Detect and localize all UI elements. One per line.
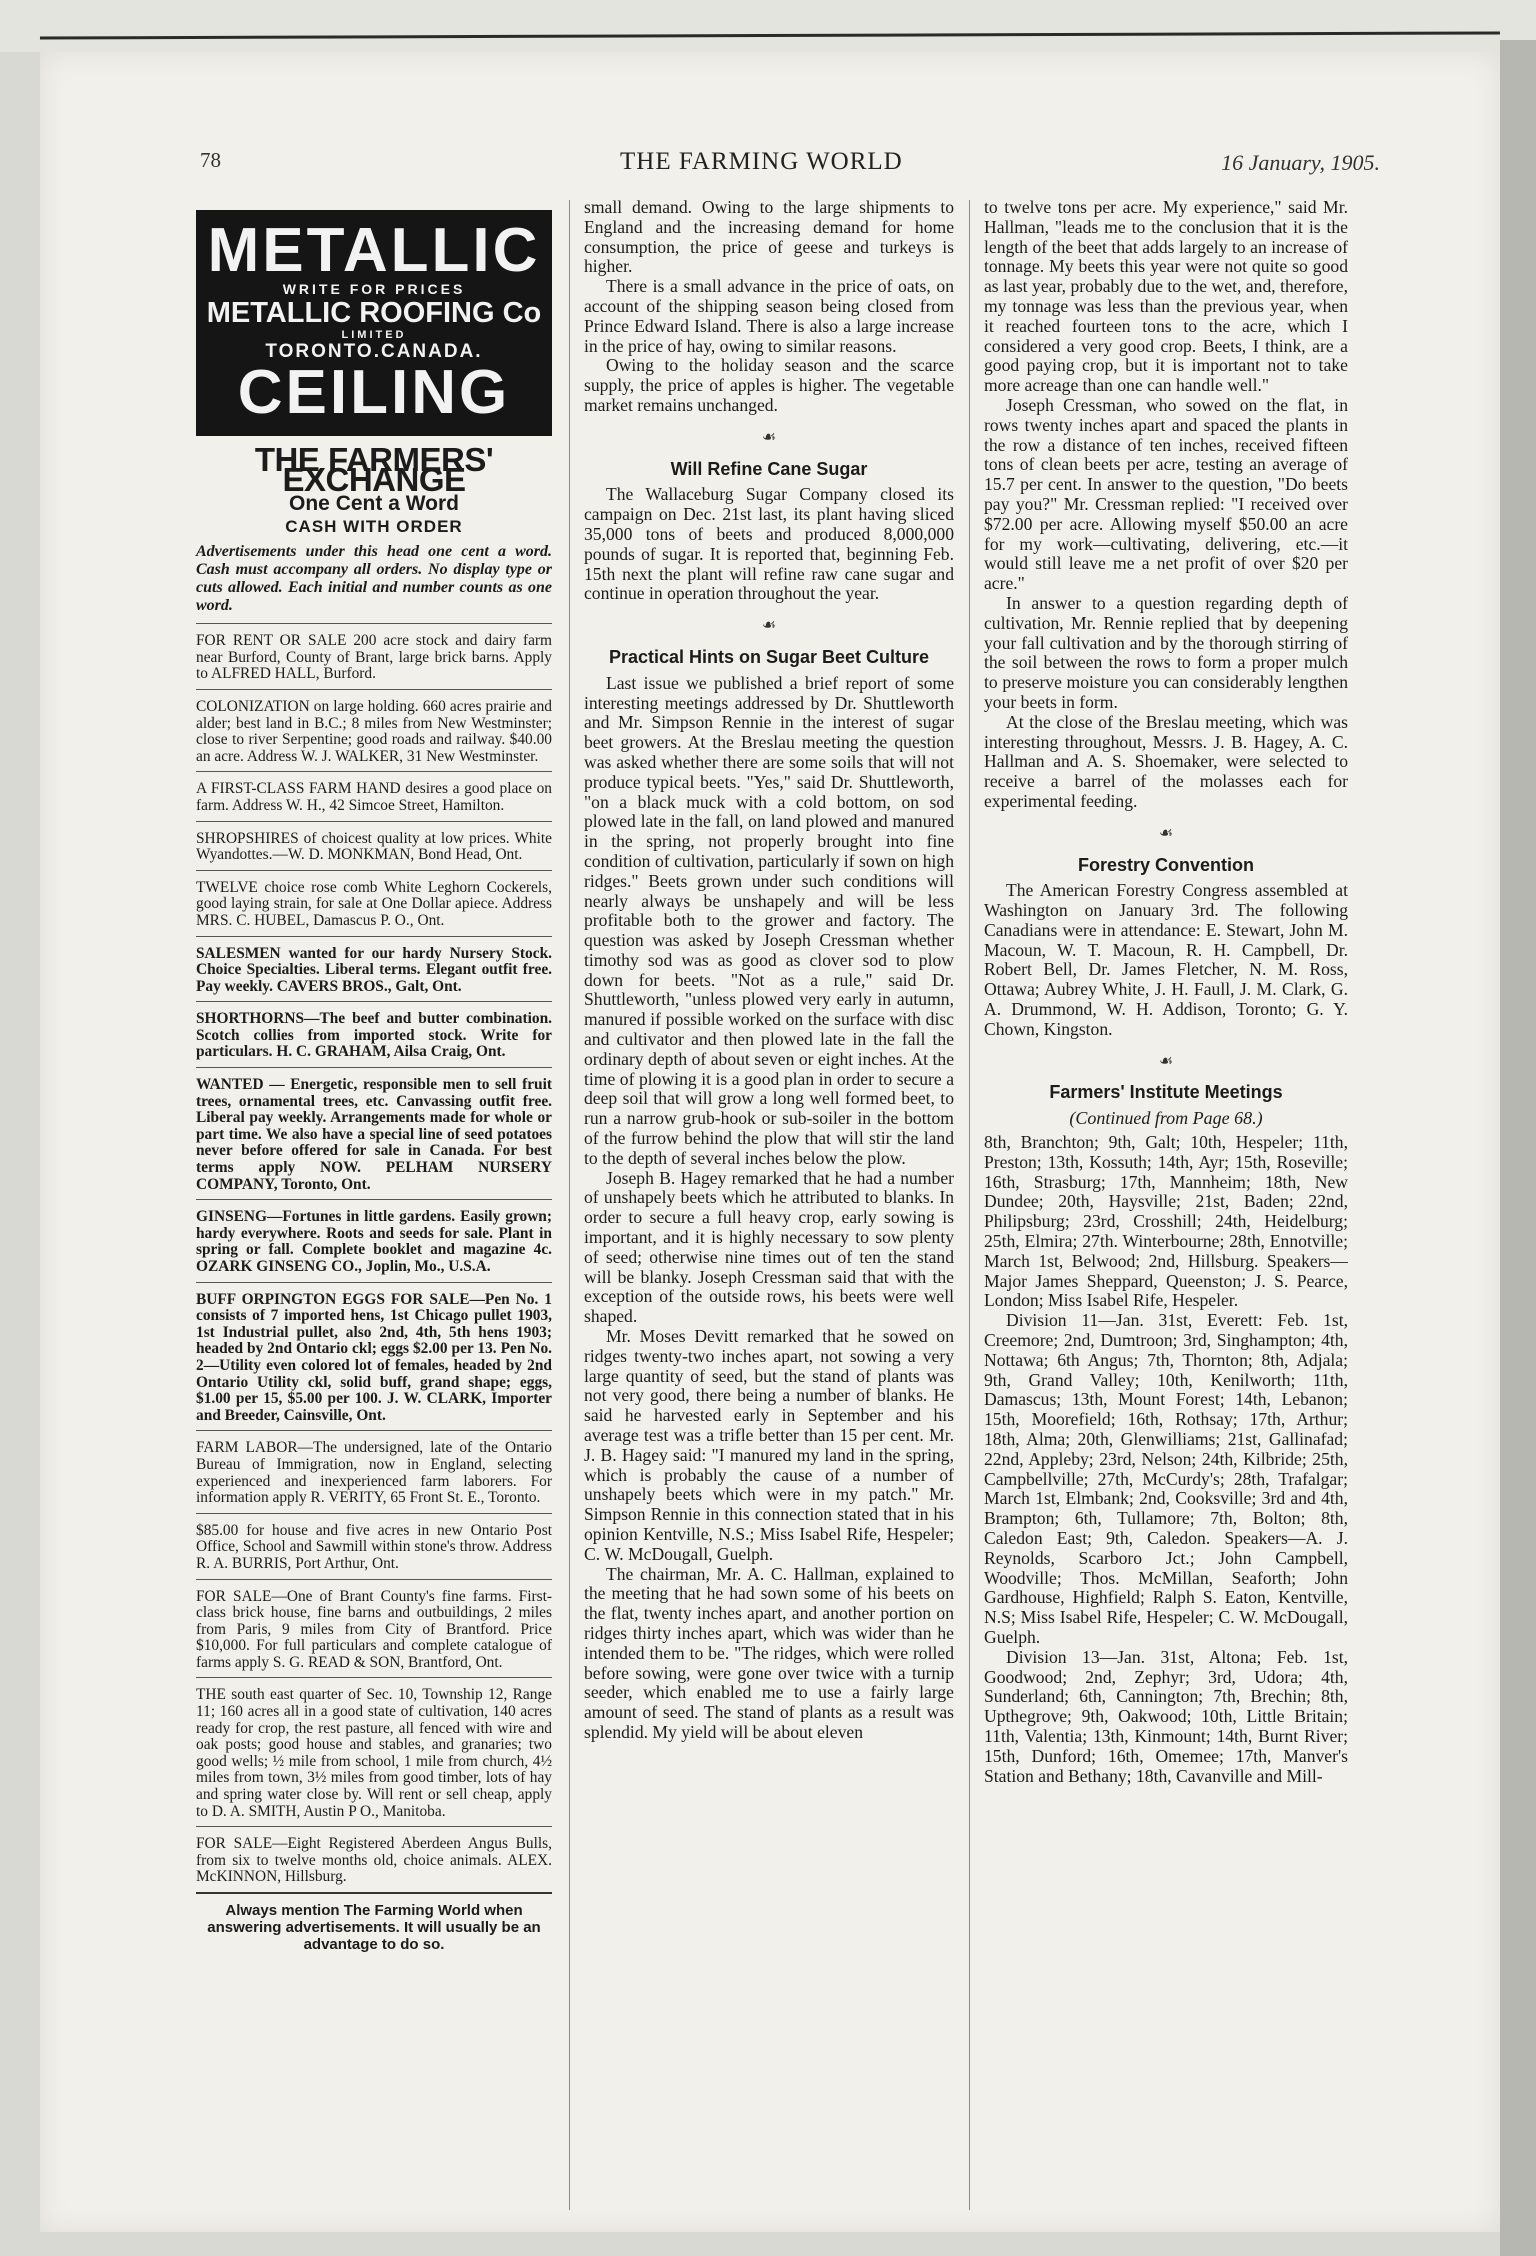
classified-ad: SALESMEN wanted for our hardy Nursery Stock. Choice Specialties. Liberal terms. Elegant outfit free. Pay weekly. CAVERS BROS., Galt, Ont. <box>196 936 552 1002</box>
scan-top-margin <box>0 0 1536 52</box>
paragraph: The chairman, Mr. A. C. Hallman, explained to the meeting that he had sown some of his beets on the flat, twenty inches apart, and another portion on ridges thirty inches apart, which was wider than he intended them to be. "The ridges, which were rolled before sowing, were gone over twice with a turnip seeder, which enabled me to use a fairly large amount of seed. The stand of plants as a result was splendid. My yield will be about eleven <box>584 1563 954 1742</box>
ad-word-bottom: CEILING <box>237 358 511 427</box>
column-right <box>984 198 1348 1786</box>
section-ornament: ☙ <box>1158 1052 1174 1070</box>
column-advertisements <box>196 210 552 1953</box>
section-ornament: ☙ <box>1158 824 1174 842</box>
page-number: 78 <box>200 148 221 172</box>
paragraph: Mr. Moses Devitt remarked that he sowed on ridges twenty-two inches apart, not sowing a very large quantity of seed, but the stand of plants was not very good, there being a number of blanks. He said he harvested early in September and his average test was a trifle better than 15 per cent. Mr. J. B. Hagey said: "I manured my land in the spring, which is probably the cause of a number of unshapely beets which were in my patch." Mr. Simpson Rennie in this connection stated that in his opinion Kentville, N.S.; Miss Isabel Rife, Hespeler; C. W. McDougall, Guelph. <box>584 1326 954 1564</box>
classified-ad: FOR SALE—Eight Registered Aberdeen Angus Bulls, from six to twelve months old, choice animals. ALEX. McKINNON, Hillsburg. <box>196 1826 552 1892</box>
classified-ad: WANTED — Energetic, responsible men to sell fruit trees, ornamental trees, etc. Canvassing outfit free. Liberal pay weekly. Arrangements made for whole or part time. We also have a special line of seed potatoes never before offered for sale in Canada. For best terms apply NOW. PELHAM NURSERY COMPANY, Toronto, Ont. <box>196 1067 552 1199</box>
paragraph: There is a small advance in the price of oats, on account of the shipping season being closed from Prince Edward Island. There is also a large increase in the price of hay, owing to similar reasons. <box>584 276 954 356</box>
classified-ad: FOR RENT OR SALE 200 acre stock and dairy farm near Burford, County of Brant, large brick barns. Apply to ALFRED HALL, Burford. <box>196 623 552 689</box>
paragraph: The American Forestry Congress assembled at Washington on January 3rd. The following Canadians were in attendance: E. Stewart, John M. Macoun, W. T. Macoun, R. H. Campbell, Dr. Robert Bell, Dr. James Fletcher, N. M. Ross, Ottawa; Aubrey White, J. H. Faull, J. M. Clark, G. A. Drummond, W. H. Addison, Toronto; G. Y. Chown, Kingston. <box>984 880 1348 1039</box>
paragraph: Division 11—Jan. 31st, Everett: Feb. 1st, Creemore; 2nd, Dumtroon; 3rd, Singhampton; 4th, Nottawa; 6th Angus; 7th, Thornton; 8th, Adjala; 9th, Grand Valley; 10th, Kenilworth; 11th, Damascus; 13th, Mount Forest; 14th, Lebanon; 15th, Moorefield; 16th, Rothsay; 17th, Arthur; 18th, Alma; 20th, Glenwilliams; 21st, Gallinafad; 22nd, Appleby; 23rd, Nelson; 24th, Kilbride; 25th, Campbellville; 27th, McCurdy's; 28th, Trafalgar; March 1st, Elmbank; 2nd, Cooksville; 3rd and 4th, Brampton; 6th, Tullamore; 7th, Bolton; 8th, Caledon East; 9th, Caledon. Speakers—A. J. Reynolds, Scarboro Jct.; John Campbell, Woodville; Thos. McMillan, Seaforth; John Gardhouse, Highfield; Ralph S. Eaton, Kentville, N.S; Miss Isabel Rife, Hespeler; C. W. McDougall, Guelph. <box>984 1310 1348 1647</box>
ad-word-top: METALLIC <box>207 216 541 285</box>
classified-ad: FARM LABOR—The undersigned, late of the Ontario Bureau of Immigration, now in England, selecting experienced and inexperienced farm laborers. For information apply R. VERITY, 65 Front St. E., Toronto. <box>196 1430 552 1512</box>
scan-right-shadow <box>1500 40 1536 2256</box>
ad-city: TORONTO.CANADA. <box>265 341 483 362</box>
continued-note: (Continued from Page 68.) <box>1069 1108 1263 1129</box>
classified-ad: THE south east quarter of Sec. 10, Township 12, Range 11; 160 acres all in a good state of cultivation, 140 acres ready for crop, the rest pasture, all fenced with wire and oak posts; good house and stables, and granaries; two good wells; ½ mile from school, 1 mile from church, 4½ miles from town, 3½ miles from good timber, lots of hay and spring water close by. Will rent or sell cheap, apply to D. A. SMITH, Austin P O., Manitoba. <box>196 1677 552 1826</box>
heading-sugar-beet: Practical Hints on Sugar Beet Culture <box>608 646 930 667</box>
heading-forestry: Forestry Convention <box>1077 854 1255 875</box>
heading-cane-sugar: Will Refine Cane Sugar <box>670 458 868 479</box>
ad-write-line: WRITE FOR PRICES <box>282 281 466 297</box>
paragraph: Joseph Cressman, who sowed on the flat, in rows twenty inches apart and spaced the plants in the row a distance of ten inches, received fifteen tons of clean beets per acre, testing an average of 15.7 per cent. In answer to the question, "Do beets pay you?" Mr. Cressman replied: "I received over $72.00 per acre. Allowing myself $50.00 an acre for my work—cultivating, delivering, etc.—it would still leave me a net profit of over $20 per acre." <box>984 394 1348 594</box>
paragraph: 8th, Branchton; 9th, Galt; 10th, Hespeler; 11th, Preston; 13th, Kossuth; 14th, Ayr; 15th, Roseville; 16th, Strasburg; 17th, Mannheim; 18th, New Dundee; 20th, Haysville; 21st, Baden; 22nd, Philipsburg; 23rd, Crosshill; 24th, Heidelburg; 25th, Elmira; 27th. Winterbourne; 28th, Ennotville; March 1st, Belwood; 2nd, Hillsburg. Speakers—Major James Sheppard, Queenston; J. S. Pearce, London; Miss Isabel Rife, Hespeler. <box>984 1132 1348 1311</box>
column-middle <box>584 198 954 1743</box>
page-header <box>200 148 1380 188</box>
ad-company: METALLIC ROOFING Co <box>206 297 542 329</box>
classified-ad: COLONIZATION on large holding. 660 acres prairie and alder; best land in B.C.; 8 miles from New Westminster; close to river Serpentine; good roads and railway. $40.00 an acre. Address W. J. WALKER, 31 New Westminster. <box>196 689 552 771</box>
paragraph: Owing to the holiday season and the scarce supply, the price of apples is higher. The vegetable market remains unchanged. <box>584 355 954 415</box>
heading-institute: Farmers' Institute Meetings <box>1049 1082 1283 1103</box>
paragraph: to twelve tons per acre. My experience," said Mr. Hallman, "leads me to the conclusion that it is the length of the beet that adds largely to an increase of tonnage. My beets this year were not quite so good as last year, probably due to the wet, and, therefore, my tonnage was less than the previous year, when it reached fourteen tons to the acre, which I considered a very good crop. Beets, I think, are a good paying crop, but it is important not to take more acreage than one can handle well." <box>984 197 1348 396</box>
classified-ad: $85.00 for house and five acres in new Ontario Post Office, School and Sawmill within stone's throw. Address R. A. BURRIS, Port Arthur, Ont. <box>196 1513 552 1579</box>
exchange-note: Advertisements under this head one cent a word. Cash must accompany all orders. No display type or cuts allowed. Each initial and number counts as one word. <box>196 543 552 615</box>
column-rule <box>569 200 570 2210</box>
classified-ad: FOR SALE—One of Brant County's fine farms. First-class brick house, fine barns and outbuildings, 2 miles from Paris, 9 miles from City of Brantford. Price $10,000. For full particulars and complete catalogue of farms apply S. G. READ & SON, Brantford, Ont. <box>196 1579 552 1678</box>
metallic-ceiling-ad <box>196 210 552 436</box>
exchange-rate: One Cent a Word <box>289 491 459 515</box>
paragraph: The Wallaceburg Sugar Company closed its campaign on Dec. 21st last, its plant having sliced 35,000 tons of beets and produced 8,000,000 pounds of sugar. It is reported that, beginning Feb. 15th next the plant will refine raw cane sugar and continue in operation throughout the year. <box>584 484 954 604</box>
classified-ad: A FIRST-CLASS FARM HAND desires a good place on farm. Address W. H., 42 Simcoe Street, Hamilton. <box>196 771 552 820</box>
paragraph: small demand. Owing to the large shipments to England and the increasing demand for home consumption, the price of geese and turkeys is higher. <box>584 197 954 277</box>
classified-ad: SHROPSHIRES of choicest quality at low prices. White Wyandottes.—W. D. MONKMAN, Bond Head, Ont. <box>196 821 552 870</box>
ad-limited: LIMITED <box>341 329 407 341</box>
paragraph: At the close of the Breslau meeting, which was interesting throughout, Messrs. J. B. Hagey, A. C. Hallman and A. S. Shoemaker, were selected to receive a barrel of the molasses each for experimental feeding. <box>984 711 1348 811</box>
paragraph: Joseph B. Hagey remarked that he had a number of unshapely beets which he attributed to blanks. In order to secure a full heavy crop, early sowing is important, and it is highly necessary to sow plenty of seed; otherwise nine times out of ten the stand will be blanky. Joseph Cressman said that with the exception of the outside rows, his beets were well shaped. <box>584 1167 954 1327</box>
classified-ad: SHORTHORNS—The beef and butter combination. Scotch collies from imported stock. Write for particulars. H. C. GRAHAM, Ailsa Craig, Ont. <box>196 1001 552 1067</box>
classified-ad: GINSENG—Fortunes in little gardens. Easily grown; hardy everywhere. Roots and seeds for sale. Plant in spring or fall. Complete booklet and magazine 4c. OZARK GINSENG CO., Joplin, Mo., U.S.A. <box>196 1199 552 1281</box>
mention-notice: Always mention The Farming World when answering advertisements. It will usually be an advantage to do so. <box>196 1892 552 1953</box>
paragraph: Last issue we published a brief report of some interesting meetings addressed by Dr. Shuttleworth and Mr. Simpson Rennie in the interest of sugar beet growers. At the Breslau meeting the question was asked whether there are some soils that will not produce typical beets. "Yes," said Dr. Shuttleworth, "on a black muck with a cold bottom, on sod plowed late in the fall, on land plowed and manured in the spring, not properly brought into fine condition of cultivation, particularly if sown on high ridges." Beets grown under such conditions will nearly always be unshapely and will be less profitable both to the grower and factory. The question was asked by Joseph Cressman whether timothy sod was as good as clover sod to plow down for beets. "Not as a rule," said Dr. Shuttleworth, "unless plowed very early in autumn, manured if possible worked on the surface with disc and cultivator and then plowed late in the fall the ordinary depth of about seven or eight inches. At the time of plowing it is a good plan in order to secure a deep soil that will grow a long well formed beet, to run a narrow grub-hook or sub-soiler in the bottom of the furrow behind the plow that will stir the land to the depth of several inches below the plow. <box>584 672 954 1168</box>
section-ornament: ☙ <box>761 428 777 446</box>
exchange-cash: CASH WITH ORDER <box>285 517 463 537</box>
section-ornament: ☙ <box>761 617 777 635</box>
exchange-title: THE FARMERS' EXCHANGE <box>254 441 494 498</box>
paragraph: Division 13—Jan. 31st, Altona; Feb. 1st, Goodwood; 2nd, Zephyr; 3rd, Udora; 4th, Sunderland; 6th, Cannington; 7th, Brechin; 8th, Upthegrove; 9th, Oakwood; 10th, Little Britain; 11th, Valentia; 13th, Kinmount; 14th, Burnt River; 15th, Dunford; 16th, Omemee; 17th, Manver's Station and Bethany; 18th, Cavanville and Mill- <box>984 1646 1348 1786</box>
paragraph: In answer to a question regarding depth of cultivation, Mr. Rennie replied that by deepening your fall cultivation and by the thorough stirring of the soil between the rows to form a proper mulch to preserve moisture you can considerably lengthen your beets in form. <box>984 592 1348 712</box>
issue-date: 16 January, 1905. <box>1221 150 1380 175</box>
column-rule <box>969 200 970 2210</box>
classified-ad: TWELVE choice rose comb White Leghorn Cockerels, good laying strain, for sale at One Dollar apiece. Address MRS. C. HUBEL, Damascus P. O., Ont. <box>196 870 552 936</box>
classified-ad: BUFF ORPINGTON EGGS FOR SALE—Pen No. 1 consists of 7 imported hens, 1st Chicago pullet 1903, 1st Industrial pullet, also 2nd, 4th, 5th hens 1903; headed by 2nd Ontario ckl; eggs $2.00 per 13. Pen No. 2—Utility even colored lot of females, headed by 2nd Ontario Utility ckl, solid buff, grand shape; eggs, $1.00 per 15, $5.00 per 100. J. W. CLARK, Importer and Breeder, Cainsville, Ont. <box>196 1282 552 1431</box>
page-title: THE FARMING WORLD <box>620 148 903 175</box>
